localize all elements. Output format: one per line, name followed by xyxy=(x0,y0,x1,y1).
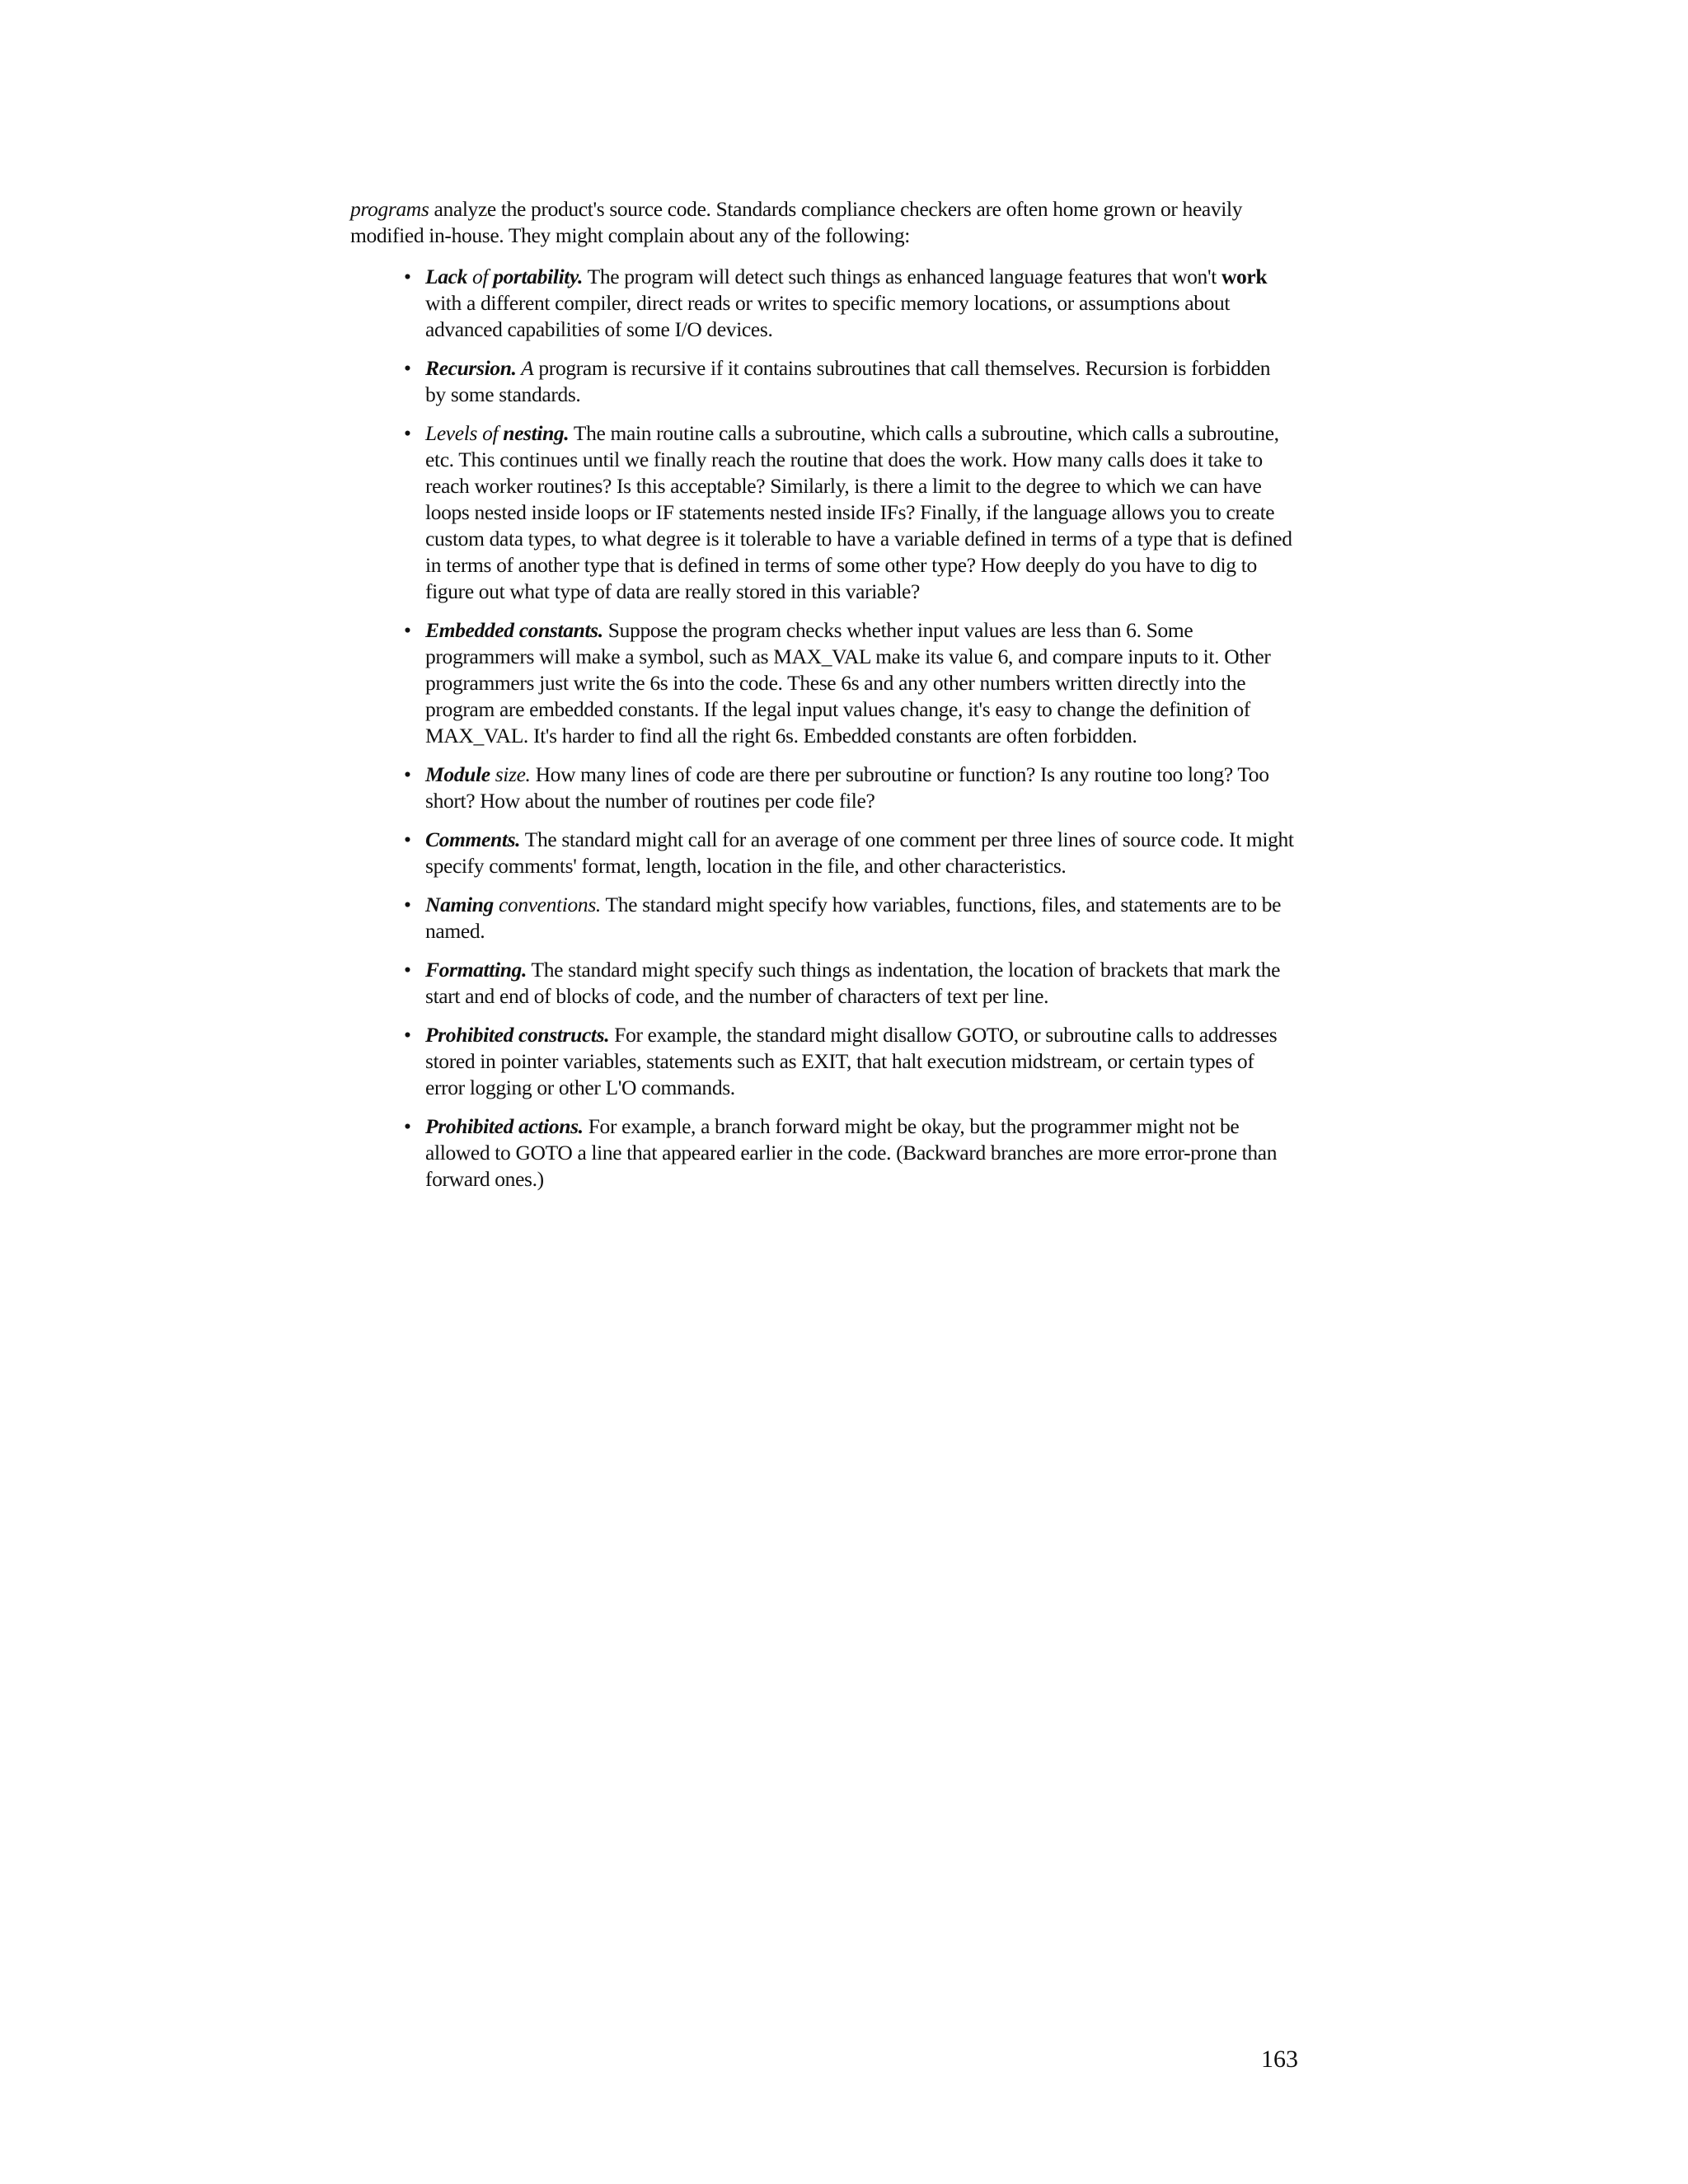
item-term: Prohibited constructs. xyxy=(425,1023,610,1047)
item-text: The standard might call for an average of one comment per three lines of source code. It might specify comments' format, length, location in the file, and other characteristics. xyxy=(425,827,1294,878)
item-term: A xyxy=(516,356,534,380)
bullet-marker: • xyxy=(404,762,411,786)
list-item xyxy=(404,827,1294,879)
item-term: Embedded constants. xyxy=(425,618,603,642)
list-item xyxy=(404,617,1294,749)
item-term: Lack xyxy=(425,265,467,288)
item-text: The main routine calls a subroutine, which calls a subroutine, which calls a subroutine, etc. This continues until we finally reach the routine that does the work. How many calls does it take to reach worker routines? Is this acceptable? Similarly, is there a limit to the degree to which we can have loops nested inside loops or IF statements nested inside IFs? Finally, if the language allows you to create custom data types, to what degree is it tolerable to have a variable defined in terms of a type that is defined in terms of another type that is defined in terms of some other type? How deeply do you have to dig to figure out what type of data are really stored in this variable? xyxy=(425,421,1292,603)
list-item xyxy=(404,1113,1294,1193)
item-text: The program will detect such things as enhanced language features that won't xyxy=(583,265,1221,288)
item-term: nesting. xyxy=(503,421,570,445)
bullet-marker: • xyxy=(404,827,411,851)
item-term: Comments. xyxy=(425,827,521,851)
intro-paragraph xyxy=(350,196,1298,249)
list-item xyxy=(404,264,1294,343)
intro-lead-word: programs xyxy=(350,197,429,221)
page-number: 163 xyxy=(1261,2046,1298,2073)
item-term: Prohibited actions. xyxy=(425,1114,584,1138)
item-term: Recursion. xyxy=(425,356,517,380)
item-term: Levels of xyxy=(425,421,504,445)
bullet-marker: • xyxy=(404,618,411,642)
standards-checklist xyxy=(404,264,1294,1205)
bullet-marker: • xyxy=(404,265,411,288)
item-term: Formatting. xyxy=(425,958,527,982)
item-term: conventions. xyxy=(493,893,601,916)
item-text: with a different compiler, direct reads or writes to specific memory locations, or assumptions about advanced capabilities of some I/O devices. xyxy=(425,291,1231,341)
item-text: program is recursive if it contains subroutines that call themselves. Recursion is forbidden by some standards. xyxy=(425,356,1271,406)
intro-text: analyze the product's source code. Standards compliance checkers are often home grown or heavily modified in-house. They might complain about any of the following: xyxy=(350,197,1243,247)
bullet-marker: • xyxy=(404,893,411,916)
item-text: The standard might specify how variables, functions, files, and statements are to be named. xyxy=(425,893,1282,943)
list-item xyxy=(404,957,1294,1010)
list-item xyxy=(404,355,1294,408)
item-term: Module xyxy=(425,762,490,786)
bullet-marker: • xyxy=(404,958,411,982)
bullet-marker: • xyxy=(404,1114,411,1138)
item-text: For example, a branch forward might be okay, but the programmer might not be allowed to GOTO a line that appeared earlier in the code. (Backward branches are more error-prone than forward ones.) xyxy=(425,1114,1278,1191)
item-text: For example, the standard might disallow GOTO, or subroutine calls to addresses stored in pointer variables, statements such as EXIT, that halt execution midstream, or certain types of error logging or other L'O commands. xyxy=(425,1023,1278,1099)
item-term: size. xyxy=(490,762,531,786)
bullet-marker: • xyxy=(404,421,411,445)
list-item xyxy=(404,762,1294,814)
item-term: of xyxy=(467,265,494,288)
bullet-marker: • xyxy=(404,1023,411,1047)
item-term: work xyxy=(1221,265,1268,288)
item-text: The standard might specify such things as indentation, the location of brackets that mark the start and end of blocks of code, and the number of characters of text per line. xyxy=(425,958,1281,1008)
item-text: How many lines of code are there per subroutine or function? Is any routine too long? Too short? How about the number of routines per code file? xyxy=(425,762,1269,813)
item-text: Suppose the program checks whether input values are less than 6. Some programmers will make a symbol, such as MAX_VAL make its value 6, and compare inputs to it. Other programmers just write the 6s into the code. These 6s and any other numbers written directly into the program are embedded constants. If the legal input values change, it's easy to change the definition of MAX_VAL. It's harder to find all the right 6s. Embedded constants are often forbidden. xyxy=(425,618,1271,748)
item-term: portability. xyxy=(493,265,584,288)
list-item xyxy=(404,420,1294,605)
list-item xyxy=(404,1022,1294,1101)
list-item xyxy=(404,892,1294,944)
item-term: Naming xyxy=(425,893,494,916)
bullet-marker: • xyxy=(404,356,411,380)
